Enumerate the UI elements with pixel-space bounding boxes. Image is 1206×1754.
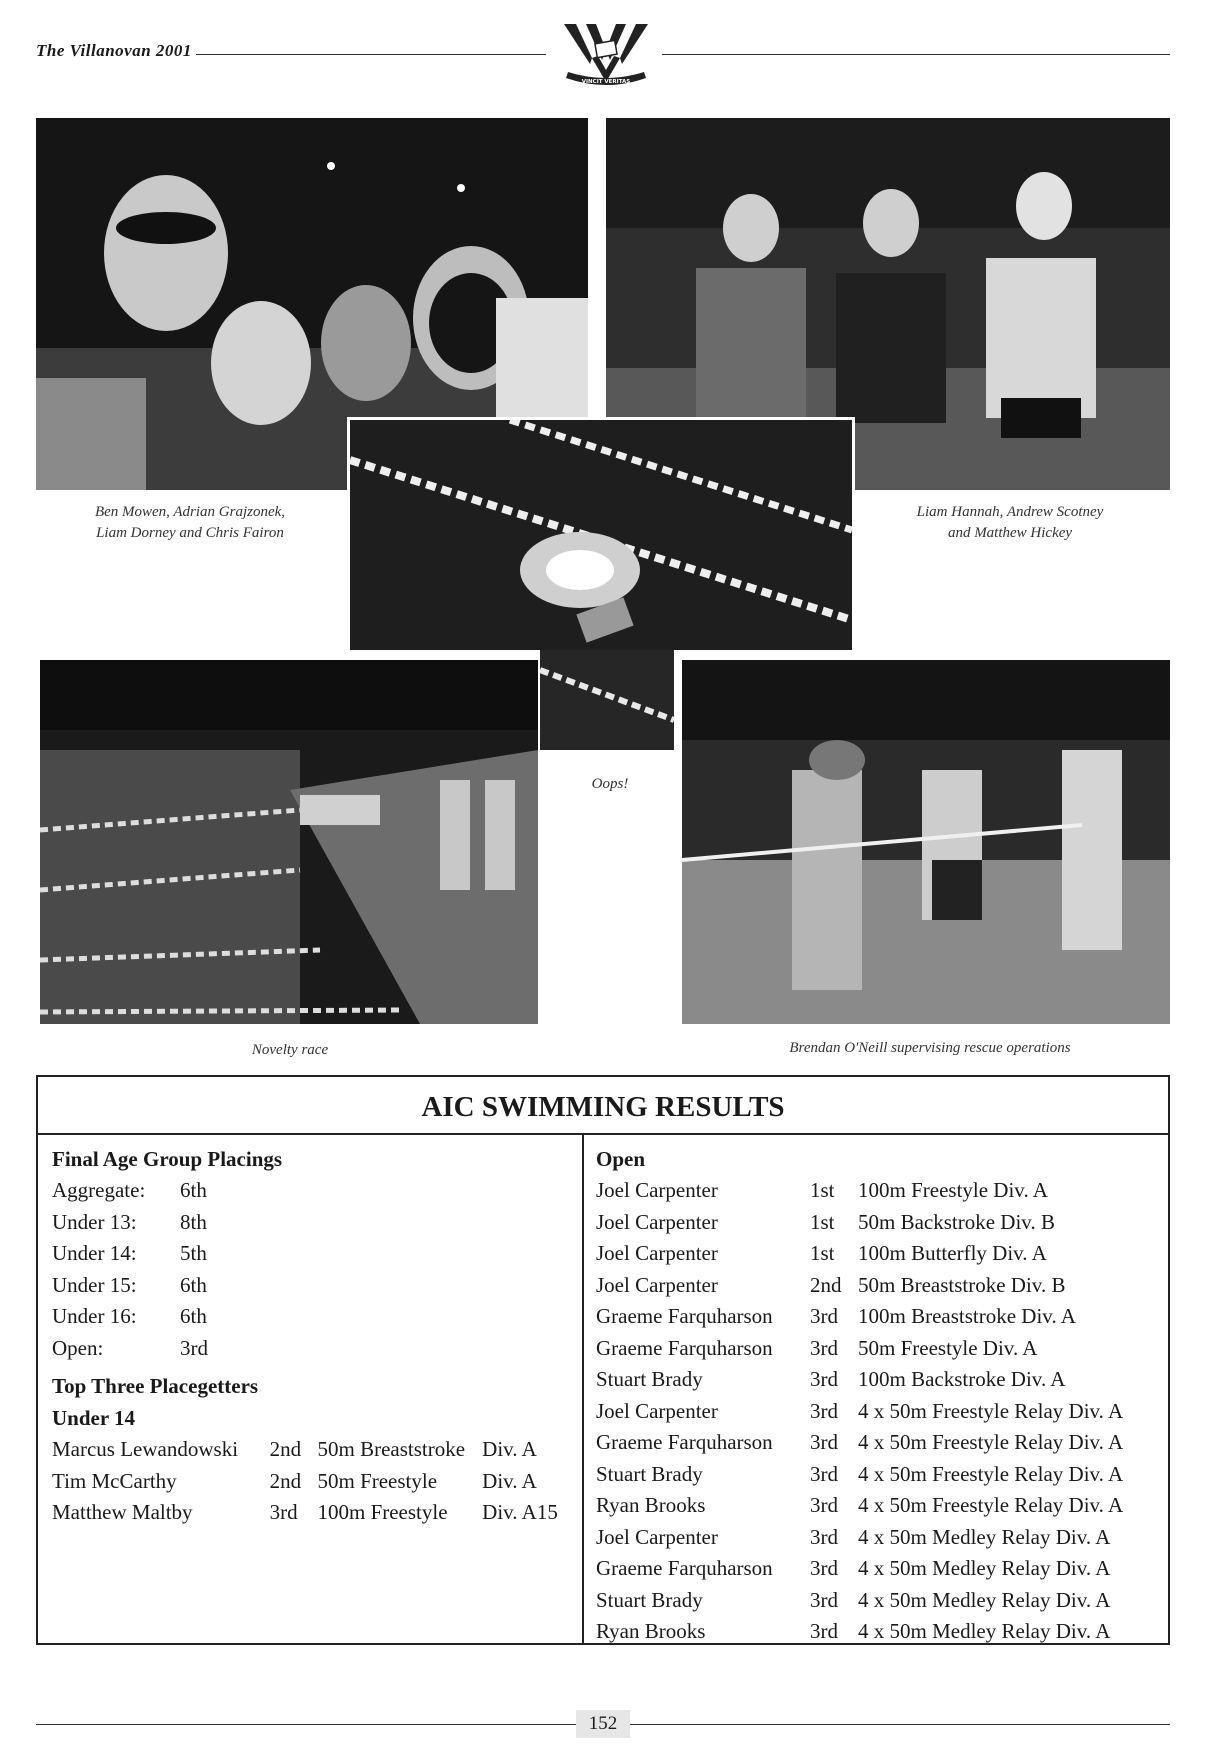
header-rule-left [196, 54, 546, 55]
swimmer-division: Div. A15 [482, 1500, 558, 1524]
swimmer-place: 3rd [810, 1587, 838, 1612]
placing-label: Under 15: [52, 1272, 137, 1297]
swimmer-event: 50m Breaststroke Div. B [858, 1272, 1066, 1297]
swimmer-place: 1st [810, 1178, 835, 1202]
placing-label: Under 16: [52, 1304, 137, 1328]
placing-label: Open: [52, 1335, 104, 1360]
placing-value: 3rd [180, 1335, 208, 1360]
caption-line: Liam Hannah, Andrew Scotney [916, 504, 1104, 520]
swimmer-place: 1st [810, 1209, 835, 1234]
swimmer-name: Ryan Brooks [596, 1619, 706, 1643]
placing-label: Under 13: [52, 1209, 137, 1234]
open-row [596, 1238, 1166, 1270]
open-row [596, 1553, 1166, 1585]
school-crest-logo [556, 20, 656, 90]
swimmer-place: 3rd [810, 1335, 838, 1360]
placing-value: 8th [180, 1209, 207, 1234]
swimmer-division: Div. A [482, 1437, 537, 1461]
swimmer-event: 100m Freestyle [317, 1500, 448, 1524]
placing-value: 5th [180, 1241, 207, 1265]
placing-row [52, 1301, 572, 1333]
placing-row [52, 1175, 572, 1207]
placings-heading: Final Age Group Placings [52, 1147, 283, 1171]
swimmer-place: 3rd [810, 1524, 838, 1549]
open-row [596, 1616, 1166, 1648]
caption-face-paint-group [60, 502, 320, 544]
swimmer-place: 2nd [269, 1437, 302, 1461]
footer-rule-right [630, 1724, 1170, 1725]
swimmer-name: Graeme Farquharson [596, 1335, 773, 1360]
swimmer-place: 3rd [269, 1500, 298, 1524]
results-title: AIC SWIMMING RESULTS [38, 1077, 1168, 1135]
swimmer-event: 4 x 50m Freestyle Relay Div. A [858, 1493, 1124, 1517]
swimmer-place: 3rd [810, 1398, 838, 1423]
swimmer-event: 50m Freestyle [317, 1468, 438, 1493]
placing-label: Aggregate: [52, 1178, 146, 1202]
header-rule-right [662, 54, 1170, 55]
caption-line: Liam Dorney and Chris Fairon [96, 525, 284, 541]
swimmer-place: 3rd [810, 1493, 838, 1517]
under14-heading: Under 14 [52, 1406, 136, 1430]
swimmer-event: 100m Backstroke Div. A [858, 1367, 1066, 1391]
placing-value: 6th [180, 1304, 207, 1328]
open-row [596, 1396, 1166, 1428]
swimmer-name: Joel Carpenter [596, 1178, 718, 1202]
swimmer-place: 1st [810, 1241, 835, 1265]
swimmer-name: Graeme Farquharson [596, 1304, 773, 1328]
swimmer-place: 3rd [810, 1304, 838, 1328]
swimmer-event: 4 x 50m Freestyle Relay Div. A [858, 1461, 1124, 1486]
open-row [596, 1522, 1166, 1554]
swimmer-name: Tim McCarthy [52, 1468, 177, 1493]
caption-line: and Matthew Hickey [947, 525, 1073, 541]
publication-title: The Villanovan 2001 [36, 41, 192, 60]
swimmer-name: Joel Carpenter [596, 1209, 718, 1234]
open-heading: Open [596, 1147, 646, 1171]
placing-label: Under 14: [52, 1241, 137, 1265]
placing-row [52, 1270, 572, 1302]
footer-rule-left [36, 1724, 576, 1725]
swimming-results-box [36, 1075, 1170, 1645]
swimmer-place: 3rd [810, 1461, 838, 1486]
swimmer-place: 2nd [810, 1272, 842, 1297]
swimmer-event: 100m Butterfly Div. A [858, 1241, 1047, 1265]
swimmer-event: 4 x 50m Medley Relay Div. A [858, 1619, 1111, 1643]
swimmer-event: 4 x 50m Freestyle Relay Div. A [858, 1430, 1124, 1454]
placing-row [52, 1238, 572, 1270]
photo-oops-lower-strip [540, 650, 674, 750]
open-row [596, 1490, 1166, 1522]
open-row [596, 1301, 1166, 1333]
caption-rescue-operations: Brendan O'Neill supervising rescue operations [789, 1040, 1071, 1056]
swimmer-event: 4 x 50m Medley Relay Div. A [858, 1587, 1111, 1612]
swimmer-name: Joel Carpenter [596, 1272, 718, 1297]
swimmer-name: Joel Carpenter [596, 1398, 718, 1423]
under14-row [52, 1466, 572, 1498]
swimmer-name: Stuart Brady [596, 1587, 703, 1612]
swimmer-name: Joel Carpenter [596, 1524, 718, 1549]
swimmer-event: 100m Freestyle Div. A [858, 1178, 1048, 1202]
open-row [596, 1585, 1166, 1617]
column-divider [582, 1135, 584, 1643]
right-column [596, 1143, 1166, 1648]
swimmer-event: 4 x 50m Medley Relay Div. A [858, 1556, 1111, 1580]
swimmer-event: 50m Backstroke Div. B [858, 1209, 1055, 1234]
photo-oops-splash [350, 420, 852, 650]
placing-value: 6th [180, 1272, 207, 1297]
open-row [596, 1207, 1166, 1239]
open-row [596, 1459, 1166, 1491]
swimmer-event: 50m Freestyle Div. A [858, 1335, 1038, 1360]
swimmer-name: Joel Carpenter [596, 1241, 718, 1265]
swimmer-place: 3rd [810, 1556, 838, 1580]
swimmer-name: Graeme Farquharson [596, 1556, 773, 1580]
swimmer-name: Marcus Lewandowski [52, 1437, 239, 1461]
open-row [596, 1333, 1166, 1365]
svg-text:VINCIT VERITAS: VINCIT VERITAS [581, 79, 631, 85]
caption-novelty-race: Novelty race [251, 1042, 329, 1058]
swimmer-name: Matthew Maltby [52, 1500, 193, 1524]
under14-row [52, 1497, 572, 1529]
photo-novelty-race [40, 660, 538, 1024]
swimmer-event: 100m Breaststroke Div. A [858, 1304, 1076, 1328]
placing-row [52, 1333, 572, 1365]
under14-row [52, 1434, 572, 1466]
caption-line: Ben Mowen, Adrian Grajzonek, [94, 504, 286, 520]
swimmer-event: 4 x 50m Medley Relay Div. A [858, 1524, 1111, 1549]
page-number: 152 [576, 1710, 630, 1738]
swimmer-place: 3rd [810, 1430, 838, 1454]
swimmer-place: 2nd [269, 1468, 302, 1493]
left-column [52, 1143, 572, 1529]
caption-three-swimmers [880, 502, 1140, 544]
open-row [596, 1364, 1166, 1396]
caption-oops: Oops! [591, 776, 629, 792]
swimmer-name: Ryan Brooks [596, 1493, 706, 1517]
swimmer-name: Graeme Farquharson [596, 1430, 773, 1454]
placing-value: 6th [180, 1178, 207, 1202]
open-row [596, 1427, 1166, 1459]
photo-rescue-operations [682, 660, 1170, 1024]
swimmer-place: 3rd [810, 1367, 838, 1391]
open-row [596, 1175, 1166, 1207]
placing-row [52, 1207, 572, 1239]
top-three-heading: Top Three Placegetters [52, 1374, 259, 1398]
swimmer-place: 3rd [810, 1619, 838, 1643]
swimmer-name: Stuart Brady [596, 1461, 703, 1486]
swimmer-name: Stuart Brady [596, 1367, 703, 1391]
swimmer-event: 4 x 50m Freestyle Relay Div. A [858, 1398, 1124, 1423]
swimmer-event: 50m Breaststroke [317, 1437, 466, 1461]
open-row [596, 1270, 1166, 1302]
swimmer-division: Div. A [482, 1468, 537, 1493]
